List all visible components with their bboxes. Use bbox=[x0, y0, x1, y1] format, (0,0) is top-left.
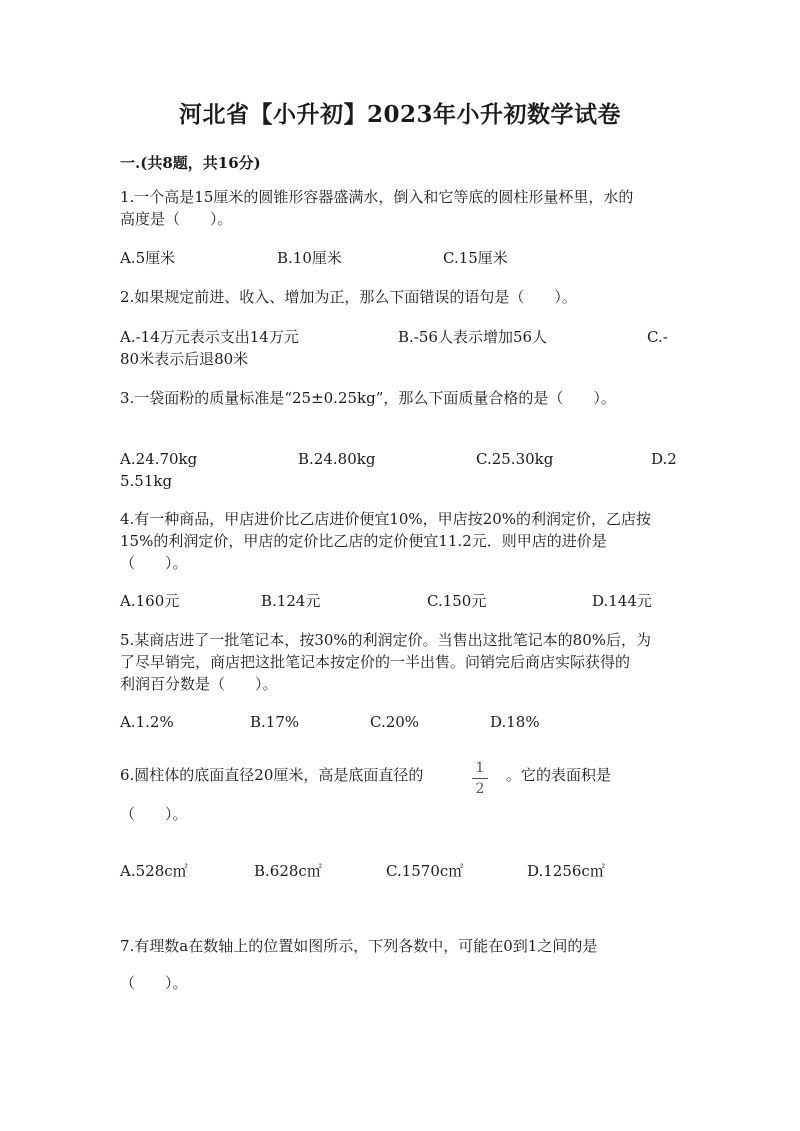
question-5-line-1: 5.某商店进了一批笔记本，按30%的利润定价。当售出这批笔记本的80%后，为 bbox=[120, 631, 651, 649]
question-6-option-b: B.628c㎡ bbox=[254, 862, 322, 880]
question-2-option-a: A.-14万元表示支出14万元 bbox=[120, 328, 299, 346]
fraction-numerator: 1 bbox=[475, 760, 485, 776]
question-6-line-1-tail: 。它的表面积是 bbox=[506, 766, 612, 784]
question-3-option-d-continued: 5.51kg bbox=[120, 472, 173, 490]
page-title: 河北省【小升初】2023年小升初数学试卷 bbox=[178, 101, 621, 128]
question-4-option-d: D.144元 bbox=[592, 592, 652, 610]
question-5-option-d: D.18% bbox=[490, 713, 540, 731]
question-2-line-1: 2.如果规定前进、收入、增加为正，那么下面错误的语句是（ ）。 bbox=[120, 288, 577, 306]
fraction-denominator: 2 bbox=[475, 781, 485, 797]
question-4-option-b: B.124元 bbox=[261, 592, 321, 610]
question-3-option-d: D.2 bbox=[651, 450, 677, 468]
question-3-option-a: A.24.70kg bbox=[120, 450, 198, 468]
question-5-line-2: 了尽早销完，商店把这批笔记本按定价的一半出售。问销完后商店实际获得的 bbox=[120, 653, 631, 671]
question-7-line-1: 7.有理数a在数轴上的位置如图所示，下列各数中，可能在0到1之间的是 bbox=[120, 937, 598, 955]
question-1-option-c: C.15厘米 bbox=[443, 249, 508, 267]
question-1-line-2: 高度是（ ）。 bbox=[120, 210, 233, 228]
question-4-line-2: 15%的利润定价，甲店的定价比乙店的定价便宜11.2元．则甲店的进价是 bbox=[120, 532, 607, 550]
question-5-option-b: B.17% bbox=[250, 713, 300, 731]
question-1-option-a: A.5厘米 bbox=[120, 249, 176, 267]
question-5-line-3: 利润百分数是（ ）。 bbox=[120, 675, 278, 693]
question-5-option-c: C.20% bbox=[370, 713, 420, 731]
fraction-bar bbox=[472, 778, 488, 779]
question-4-line-1: 4.有一种商品，甲店进价比乙店进价便宜10%，甲店按20%的利润定价，乙店按 bbox=[120, 510, 651, 528]
question-2-option-c: C.- bbox=[647, 328, 668, 346]
question-4-line-3: （ ）。 bbox=[120, 554, 188, 572]
question-3-option-c: C.25.30kg bbox=[476, 450, 554, 468]
question-6-line-1: 6.圆柱体的底面直径20厘米，高是底面直径的 bbox=[120, 766, 424, 784]
fraction-one-half bbox=[470, 760, 490, 797]
question-3-option-b: B.24.80kg bbox=[298, 450, 376, 468]
question-7-line-2: （ ）。 bbox=[120, 974, 188, 992]
question-6-option-d: D.1256c㎡ bbox=[527, 862, 605, 880]
question-1-option-b: B.10厘米 bbox=[277, 249, 342, 267]
section-heading: 一.(共8题，共16分) bbox=[120, 154, 261, 172]
question-4-option-c: C.150元 bbox=[427, 592, 487, 610]
question-6-line-2: （ ）。 bbox=[120, 805, 188, 823]
question-2-option-b: B.-56人表示增加56人 bbox=[398, 328, 548, 346]
question-2-option-c-continued: 80米表示后退80米 bbox=[120, 350, 249, 368]
question-4-option-a: A.160元 bbox=[120, 592, 180, 610]
question-5-option-a: A.1.2% bbox=[120, 713, 174, 731]
question-6-option-c: C.1570c㎡ bbox=[386, 862, 464, 880]
question-1-line-1: 1.一个高是15厘米的圆锥形容器盛满水，倒入和它等底的圆柱形量杯里，水的 bbox=[120, 188, 634, 206]
question-3-line-1: 3.一袋面粉的质量标准是“25±0.25kg”，那么下面质量合格的是（ ）。 bbox=[120, 389, 616, 407]
question-6-option-a: A.528c㎡ bbox=[120, 862, 188, 880]
